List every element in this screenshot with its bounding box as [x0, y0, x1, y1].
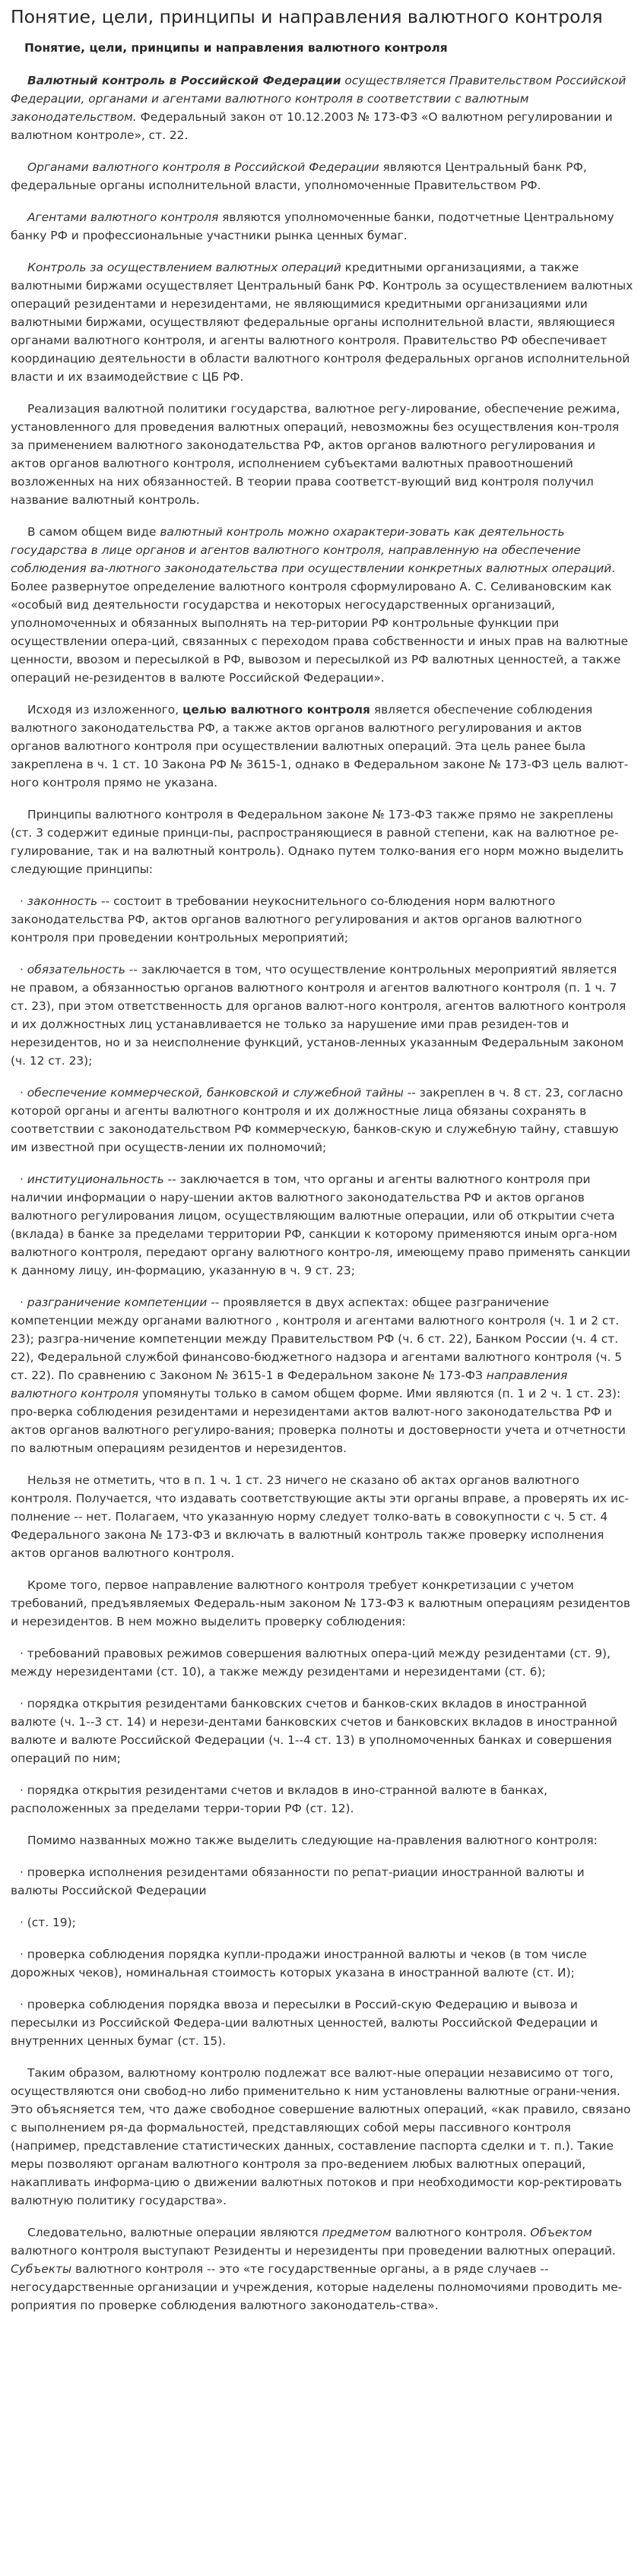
bold-text: целью валютного контроля [182, 703, 370, 717]
list-item [11, 892, 633, 947]
text-run: · [20, 1296, 27, 1309]
italic-text: обязательность [27, 963, 125, 976]
text-run: Принципы валютного контроля в Федеральном законе № 173-ФЗ также прямо не закреплены (ст. 3 содержит единые принци-пы, распространяющиеся в равной степени, как на валютное ре-гулирование, так и на валютный контроль). Однако путем толко-вания его норм можно выделить следующие принципы: [11, 808, 624, 876]
text-run: -- заключается в том, что органы и агенты валютного контроля при наличии информации о нару-шении актов валютного законодательства РФ и актов органов валютного регулирования лицом, осуществляющим валютные операции, или об открытии счета (вклада) в банке за пределами территории РФ, санкции к которому применяются иным орга-ном валютного контроля, передают органу валютного контро-ля, имеющему право применять санкции к данному лицу, ин-формацию, указанную в ч. 9 ст. 23; [11, 1172, 631, 1277]
italic-text: направления валютного контроля [11, 1369, 568, 1400]
article-body [11, 71, 633, 2315]
list-item [11, 1995, 633, 2050]
italic-text: Органами валютного контроля в Российской Федерации [27, 160, 379, 174]
paragraph [11, 1471, 633, 1562]
text-run: Кроме того, первое направление валютного контроля требует конкретизации с учетом требований, предъявляемых Федераль-ным законом № 173-ФЗ к валютным операциям резидентов и нерезидентов. В нем можно выделить проверку соблюдения: [11, 1578, 630, 1628]
text-run: являются Центральный банк РФ, федеральные органы исполнительной власти, уполномоченные Правительством РФ. [11, 160, 587, 192]
text-run: -- закреплен в ч. 8 ст. 23, согласно которой органы и агенты валютного контроля и их должностные лица обязаны сохранять в соответствии с законодательством РФ коммерческую, банков-скую и служебную тайну, ставшую им известной при осуществ-лении их полномочий; [11, 1086, 623, 1154]
text-run: валютного контроля выступают Резиденты и нерезиденты при проведении валютных операций. [11, 2244, 616, 2258]
paragraph [11, 2223, 633, 2315]
italic-text: Агентами валютного контроля [27, 210, 219, 224]
text-run: упомянуты только в самом общем форме. Ими являются (п. 1 и 2 ч. 1 ст. 23): про-верка соблюдения резидентами и нерезидентами актов валют-ного законодательства РФ и актов органов валютного регулиро-вания; проверка полноты и достоверности учета и отчетности по валютным операциям резидентов и нерезидентов. [11, 1387, 626, 1455]
text-run: Таким образом, валютному контролю подлежат все валют-ные операции независимо от того, осуществляются они свобод-но либо применительно к ним установлены валютные ограни-чения. Это объясняется тем, что даже свободное совершение валютных операций, «как правило, связано с выполнением ря-да формальностей, представляющих собой меры пассивного контроля (например, представление статистических данных, составление паспорта сделки и т. п.). Такие меры позволяют органам валютного контроля за про-ведением любых валютных операций, накапливать информа-цию о движении валютных потоков и при необходимости кор-ректировать валютную политику государства». [11, 2066, 631, 2207]
bold-italic-text: Валютный контроль в Российской Федерации [27, 74, 341, 87]
text-run: -- заключается в том, что осуществление контрольных мероприятий является не правом, а обязанностью органов валютного контроля и агентов валютного контроля (п. 1 ч. 7 ст. 23), при этом ответственность для органов валют-ного контроля, агентов валютного контроля и их должностных лиц устанавливается не только за нарушение ими прав резиден-тов и нерезидентов, но и за неисполнение функций, установ-ленных указанным Федеральным законом (ч. 12 ст. 23); [11, 963, 627, 1068]
list-item [11, 1863, 633, 1900]
italic-text: обеспечение коммерческой, банковской и служебной тайны [27, 1086, 404, 1100]
text-run: Исходя из изложенного, [27, 703, 182, 717]
text-run: Помимо названных можно также выделить следующие на-правления валютного контроля: [27, 1834, 598, 1847]
paragraph [11, 258, 633, 386]
italic-text: Субъекты [11, 2262, 72, 2276]
page-title: Понятие, цели, принципы и направления валютного контроля [11, 6, 603, 27]
text-run: являются уполномоченные банки, подотчетные Центральному банку РФ и профессиональные участники рынка ценных бумаг. [11, 210, 614, 242]
text-run: · проверка соблюдения порядка купли-продажи иностранной валюты и чеков (в том числе дорожных чеков), номинальная стоимость которых указана в иностранной валюте (ст. И); [11, 1948, 587, 1979]
text-run: -- состоит в требовании неукоснительного со-блюдения норм валютного законодательства РФ, актов органов валютного регулирования и актов органов валютного контроля при проведении контрольных мероприятий; [11, 894, 582, 945]
text-run: · [20, 894, 27, 908]
text-run: является обеспечение соблюдения валютного законодательства РФ, а также актов органов валютного регулирования и актов органов валютного контроля при осуществлении валютных операций. Эта цель ранее была закреплена в ч. 1 ст. 10 Закона РФ № 3615-1, однако в Федеральном законе № 173-ФЗ цель валют-ного контроля прямо не указана. [11, 703, 629, 790]
list-item [11, 1695, 633, 1767]
paragraph [11, 701, 633, 792]
list-item [11, 1293, 633, 1457]
text-run: · [20, 1086, 27, 1100]
paragraph [11, 2064, 633, 2210]
text-run: валютного контроля -- это «те государственные органы, а в ряде случаев -- негосударственные организации и учреждения, которые наделены полномочиями проводить ме-роприятия по проверке соблюдения валютного законодатель-ства». [11, 2262, 623, 2312]
italic-text: институциональность [27, 1172, 164, 1186]
text-run: кредитными организациями, а также валютными биржами осуществляет Центральный банк РФ. Контроль за осуществлением валютных операций резидентами и нерезидентами, не являющимися кредитными организациями или валютными биржами, осуществляют федеральные органы исполнительной власти, являющиеся органами валютного контроля, и агенты валютного контроля. Правительство РФ обеспечивает координацию деятельности в области валютного контроля федеральных органов исполнительной власти и их взаимодействие с ЦБ РФ. [11, 261, 633, 384]
list-item [11, 960, 633, 1070]
paragraph [11, 158, 633, 195]
text-run: -- проявляется в двух аспектах: общее разграничение компетенции между органами валютного , контроля и агентами валютного контроля (ч. 1 и 2 ст. 23); разгра-ничение компетенции между Правительством РФ (ч. 6 ст. 22), Банком России (ч. 4 ст. 22), Федеральной службой финансово-бюджетного надзора и агентами валютного контроля (ч. 5 ст. 22). По сравнению с Законом № 3615-1 в Федеральном законе № 173-ФЗ [11, 1296, 623, 1382]
text-run: Реализация валютной политики государства, валютное регу-лирование, обеспечение режима, установленного для проведения валютных операций, невозможны без осуществления кон-троля за применением валютного законодательства РФ, актов органов валютного регулирования и актов органов валютного контроля, исполнением субъектами валютных правоотношений возложенных на них обязанностей. В теории права соответст-вующий вид контроля получил название валютный контроль. [11, 402, 620, 507]
paragraph [11, 71, 633, 144]
text-run: · требований правовых режимов совершения валютных опера-ций между резидентами (ст. 9), между нерезидентами (ст. 10), а также между резидентами и нерезидентами (ст. 6); [11, 1647, 611, 1679]
text-run: Федеральный закон от 10.12.2003 № 173-ФЗ «О валютном регулировании и валютном контроле», ст. 22. [11, 110, 613, 142]
text-run: В самом общем виде [27, 525, 160, 539]
italic-text: разграничение компетенции [27, 1296, 208, 1309]
italic-text: осуществляется Правительством Российской Федерации, органами и агентами валютного контроля в соответствии с валютным законодательством. [11, 74, 627, 124]
text-run: · проверка исполнения резидентами обязанности по репат-риации иностранной валюты и валюты Российской Федерации [11, 1866, 585, 1897]
list-item [11, 1945, 633, 1982]
list-item [11, 1084, 633, 1157]
paragraph [11, 400, 633, 509]
list-item [11, 1644, 633, 1681]
italic-text: законность [27, 894, 98, 908]
italic-text: валютный контроль можно охарактери-зовать как деятельность государства в лице органов и агентов валютного контроля, направленную на обеспечение соблюдения ва-лютного законодательства при осуществлении конкретных валютных операций [11, 525, 612, 575]
text-run: · (ст. 19); [20, 1916, 76, 1929]
text-run: валютного контроля. [391, 2226, 531, 2239]
text-run: · порядка открытия резидентами счетов и вкладов в ино-странной валюте в банках, расположенных за пределами терри-тории РФ (ст. 12). [11, 1783, 548, 1815]
text-run: · порядка открытия резидентами банковских счетов и банков-ских вкладов в иностранной валюте (ч. 1--3 ст. 14) и нерези-дентами банковских счетов и банковских вкладов в иностранной валюте и валюте Российской Федерации (ч. 1--4 ст. 13) в уполномоченных банках и совершения операций по ним; [11, 1697, 617, 1765]
text-run: · [20, 963, 27, 976]
paragraph [11, 1576, 633, 1631]
paragraph [11, 523, 633, 687]
italic-text: Контроль за осуществлением валютных операций [27, 261, 341, 274]
text-run: · [20, 1172, 27, 1186]
section-heading: Понятие, цели, принципы и направления валютного контроля [24, 41, 448, 55]
paragraph [11, 1831, 633, 1850]
text-run: Нельзя не отметить, что в п. 1 ч. 1 ст. 23 ничего не сказано об актах органов валютного контроля. Получается, что издавать соответствующие акты эти органы вправе, а проверять их ис-полнение -- нет. Полагаем, что указанную норму следует толко-вать в совокупности с ч. 5 ст. 4 Федерального закона № 173-ФЗ и включать в валютный контроль также проверку исполнения актов органов валютного контроля. [11, 1473, 630, 1560]
italic-text: Объектом [530, 2226, 592, 2239]
text-run: Следовательно, валютные операции являются [27, 2226, 322, 2239]
italic-text: предметом [322, 2226, 392, 2239]
paragraph [11, 805, 633, 878]
list-item [11, 1913, 633, 1932]
text-run: . Более развернутое определение валютного контроля сформулировано А. С. Селивановским как «особый вид деятельности государства и некоторых негосударственных организаций, уполномоченных и обязанных выполнять на тер-ритории РФ контрольные функции при осуществлении опера-ций, связанных с переходом права собственности и иных прав на валютные ценности, ввозом и пересылкой в РФ, вывозом и пересылкой из РФ валютных ценностей, а также операций не-резидентов в валюте Российской Федерации». [11, 562, 629, 685]
list-item [11, 1781, 633, 1818]
text-run: · проверка соблюдения порядка ввоза и пересылки в Россий-скую Федерацию и вывоза и пересылки из Российской Федера-ции валютных ценностей, валюты Российской Федерации и внутренних ценных бумаг (ст. 15). [11, 1998, 598, 2048]
paragraph [11, 208, 633, 245]
list-item [11, 1170, 633, 1280]
